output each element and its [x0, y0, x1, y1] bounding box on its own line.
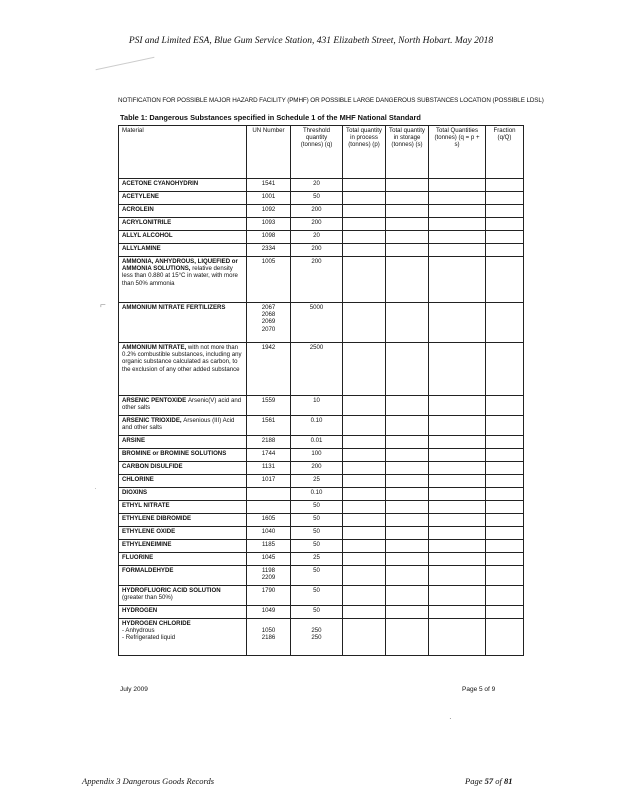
table-row [119, 192, 524, 205]
threshold-cell: 10 [291, 396, 343, 416]
threshold-cell: 50 [291, 514, 343, 527]
table-row [119, 566, 524, 586]
fraction-cell[interactable] [486, 488, 524, 501]
storage-cell[interactable] [386, 257, 429, 303]
col-fraction: Fraction (q/Q) [486, 126, 524, 179]
un-number-cell: 1605 [247, 514, 291, 527]
table-row [119, 527, 524, 540]
fraction-cell[interactable] [486, 501, 524, 514]
material-cell [119, 244, 247, 257]
un-number-cell: 2334 [247, 244, 291, 257]
storage-cell[interactable] [386, 303, 429, 343]
material-description: (greater than 50%) [122, 594, 173, 602]
material-description: relative density less than 0.880 at 15°C in water, with more than 50% ammonia [122, 265, 238, 287]
fraction-cell[interactable] [486, 436, 524, 449]
table-row [119, 462, 524, 475]
storage-cell[interactable] [386, 527, 429, 540]
material-cell [119, 514, 247, 527]
fraction-cell[interactable] [486, 343, 524, 396]
total-quantity-cell[interactable] [429, 231, 486, 244]
un-number-cell: 1541 [247, 179, 291, 192]
process-cell[interactable] [343, 231, 386, 244]
threshold-cell: 200 [291, 462, 343, 475]
threshold-cell: 20 [291, 179, 343, 192]
un-number-cell: 1093 [247, 218, 291, 231]
total-quantity-cell[interactable] [429, 449, 486, 462]
total-quantity-cell[interactable] [429, 586, 486, 606]
material-cell [119, 179, 247, 192]
material-name: ACROLEIN [122, 206, 154, 213]
total-quantity-cell[interactable] [429, 205, 486, 218]
material-cell [119, 218, 247, 231]
un-number-cell: 1744 [247, 449, 291, 462]
table-row [119, 257, 524, 303]
material-name: ACETONE CYANOHYDRIN [122, 180, 199, 187]
storage-cell[interactable] [386, 514, 429, 527]
un-number-cell: 1790 [247, 586, 291, 606]
material-name: DIOXINS [122, 489, 148, 496]
threshold-cell: 2500 [291, 343, 343, 396]
material-cell [119, 488, 247, 501]
threshold-cell: 200 [291, 218, 343, 231]
total-quantity-cell[interactable] [429, 606, 486, 619]
total-quantity-cell[interactable] [429, 396, 486, 416]
un-number-cell: 2067 2068 2069 2070 [247, 303, 291, 343]
material-name: HYDROFLUORIC ACID SOLUTION [122, 587, 221, 594]
threshold-cell: 50 [291, 586, 343, 606]
storage-cell[interactable] [386, 231, 429, 244]
fraction-cell[interactable] [486, 244, 524, 257]
material-cell [119, 205, 247, 218]
un-number-cell: 2188 [247, 436, 291, 449]
material-name: CHLORINE [122, 476, 154, 483]
total-quantity-cell[interactable] [429, 619, 486, 656]
page-of: of [493, 776, 504, 786]
un-number-cell: 1050 2186 [247, 619, 291, 656]
scan-dot: · [449, 714, 452, 723]
storage-cell[interactable] [386, 436, 429, 449]
storage-cell[interactable] [386, 192, 429, 205]
process-cell[interactable] [343, 257, 386, 303]
un-number-cell [247, 488, 291, 501]
fraction-cell[interactable] [486, 205, 524, 218]
table-row [119, 343, 524, 396]
material-cell [119, 231, 247, 244]
un-number-cell [247, 501, 291, 514]
total-quantity-cell[interactable] [429, 553, 486, 566]
threshold-cell: 50 [291, 192, 343, 205]
threshold-cell: 250 250 [291, 619, 343, 656]
material-name: AMMONIA, ANHYDROUS, LIQUEFIED or AMMONIA SOLUTIONS, [122, 258, 238, 273]
material-cell [119, 462, 247, 475]
process-cell[interactable] [343, 527, 386, 540]
storage-cell[interactable] [386, 179, 429, 192]
page-header: PSI and Limited ESA, Blue Gum Service Station, 431 Elizabeth Street, North Hobart. May 2018 [128, 36, 494, 46]
process-cell[interactable] [343, 462, 386, 475]
material-name: HYDROGEN [122, 607, 158, 614]
footer-page: Page 5 of 9 [462, 686, 496, 693]
material-cell [119, 475, 247, 488]
storage-cell[interactable] [386, 566, 429, 586]
table-row [119, 231, 524, 244]
threshold-cell: 200 [291, 257, 343, 303]
appendix-label: Appendix 3 Dangerous Goods Records [82, 776, 215, 786]
material-name: AMMONIUM NITRATE, [122, 344, 187, 351]
fraction-cell[interactable] [486, 192, 524, 205]
material-cell [119, 257, 247, 303]
threshold-cell: 20 [291, 231, 343, 244]
threshold-cell: 5000 [291, 303, 343, 343]
table-row [119, 619, 524, 656]
storage-cell[interactable] [386, 553, 429, 566]
material-cell [119, 501, 247, 514]
material-name: ARSENIC TRIOXIDE, [122, 417, 182, 424]
process-cell[interactable] [343, 303, 386, 343]
fraction-cell[interactable] [486, 553, 524, 566]
col-process: Total quantity in process (tonnes) (p) [343, 126, 386, 179]
threshold-cell: 50 [291, 527, 343, 540]
material-name: AMMONIUM NITRATE FERTILIZERS [122, 304, 226, 311]
un-number-cell: 1185 [247, 540, 291, 553]
fraction-cell[interactable] [486, 218, 524, 231]
table-row [119, 488, 524, 501]
process-cell[interactable] [343, 205, 386, 218]
threshold-cell: 100 [291, 449, 343, 462]
material-cell [119, 192, 247, 205]
storage-cell[interactable] [386, 540, 429, 553]
notification-heading: NOTIFICATION FOR POSSIBLE MAJOR HAZARD FACILITY (PMHF) OR POSSIBLE LARGE DANGEROUS SUBSTANCES LOCATION (POSSIBLE LDSL) [118, 97, 544, 104]
material-name: ALLYLAMINE [122, 245, 161, 252]
material-name: ACETYLENE [122, 193, 159, 200]
material-cell [119, 527, 247, 540]
fraction-cell[interactable] [486, 540, 524, 553]
total-quantity-cell[interactable] [429, 462, 486, 475]
total-quantity-cell[interactable] [429, 527, 486, 540]
storage-cell[interactable] [386, 449, 429, 462]
table-title: Table 1: Dangerous Substances specified in Schedule 1 of the MHF National Standard [120, 113, 421, 122]
un-number-cell: 1092 [247, 205, 291, 218]
storage-cell[interactable] [386, 501, 429, 514]
material-cell [119, 396, 247, 416]
storage-cell[interactable] [386, 416, 429, 436]
material-name: CARBON DISULFIDE [122, 463, 183, 470]
material-cell [119, 566, 247, 586]
fraction-cell[interactable] [486, 416, 524, 436]
total-quantity-cell[interactable] [429, 303, 486, 343]
total-quantity-cell[interactable] [429, 192, 486, 205]
table-row [119, 179, 524, 192]
fraction-cell[interactable] [486, 586, 524, 606]
process-cell[interactable] [343, 436, 386, 449]
fraction-cell[interactable] [486, 179, 524, 192]
col-storage: Total quantity in storage (tonnes) (s) [386, 126, 429, 179]
material-name: ETHYL NITRATE [122, 502, 170, 509]
process-cell[interactable] [343, 244, 386, 257]
footer-date: July 2009 [120, 686, 148, 693]
material-cell [119, 416, 247, 436]
total-quantity-cell[interactable] [429, 218, 486, 231]
material-description: Arsenic(V) acid and other salts [122, 397, 242, 412]
threshold-cell: 50 [291, 606, 343, 619]
fraction-cell[interactable] [486, 475, 524, 488]
fraction-cell[interactable] [486, 606, 524, 619]
material-cell [119, 449, 247, 462]
material-description: - Anhydrous - Refrigerated liquid [122, 627, 176, 642]
process-cell[interactable] [343, 179, 386, 192]
table-row [119, 501, 524, 514]
material-name: BROMINE or BROMINE SOLUTIONS [122, 450, 227, 457]
table-row [119, 514, 524, 527]
process-cell[interactable] [343, 606, 386, 619]
material-name: ARSINE [122, 437, 146, 444]
un-number-cell: 1561 [247, 416, 291, 436]
process-cell[interactable] [343, 488, 386, 501]
total-quantity-cell[interactable] [429, 475, 486, 488]
threshold-cell: 50 [291, 566, 343, 586]
table-row [119, 606, 524, 619]
threshold-cell: 200 [291, 244, 343, 257]
page-total: 81 [503, 776, 513, 786]
storage-cell[interactable] [386, 586, 429, 606]
total-quantity-cell[interactable] [429, 343, 486, 396]
table-row [119, 586, 524, 606]
storage-cell[interactable] [386, 343, 429, 396]
un-number-cell: 1001 [247, 192, 291, 205]
process-cell[interactable] [343, 218, 386, 231]
fraction-cell[interactable] [486, 303, 524, 343]
scan-smudge: · [94, 483, 97, 493]
table-row [119, 553, 524, 566]
total-quantity-cell[interactable] [429, 540, 486, 553]
total-quantity-cell[interactable] [429, 179, 486, 192]
process-cell[interactable] [343, 566, 386, 586]
table-row [119, 436, 524, 449]
threshold-cell: 50 [291, 501, 343, 514]
storage-cell[interactable] [386, 462, 429, 475]
total-quantity-cell[interactable] [429, 488, 486, 501]
material-cell [119, 436, 247, 449]
scan-artifact [96, 57, 155, 70]
handwritten-mark: ⌐ [100, 300, 106, 311]
material-name: HYDROGEN CHLORIDE [122, 620, 191, 627]
threshold-cell: 0.10 [291, 488, 343, 501]
fraction-cell[interactable] [486, 396, 524, 416]
storage-cell[interactable] [386, 244, 429, 257]
fraction-cell[interactable] [486, 449, 524, 462]
total-quantity-cell[interactable] [429, 501, 486, 514]
un-number-cell: 1098 [247, 231, 291, 244]
material-cell [119, 540, 247, 553]
material-name: FORMALDEHYDE [122, 567, 174, 574]
table-row [119, 218, 524, 231]
process-cell[interactable] [343, 553, 386, 566]
threshold-cell: 50 [291, 540, 343, 553]
un-number-cell: 1040 [247, 527, 291, 540]
un-number-cell: 1198 2209 [247, 566, 291, 586]
total-quantity-cell[interactable] [429, 416, 486, 436]
table-row [119, 396, 524, 416]
process-cell[interactable] [343, 514, 386, 527]
storage-cell[interactable] [386, 475, 429, 488]
total-quantity-cell[interactable] [429, 257, 486, 303]
table-row [119, 244, 524, 257]
fraction-cell[interactable] [486, 527, 524, 540]
col-total-quantities: Total Quantities (tonnes) (q = p + s) [429, 126, 486, 179]
process-cell[interactable] [343, 586, 386, 606]
fraction-cell[interactable] [486, 566, 524, 586]
material-cell [119, 553, 247, 566]
threshold-cell: 25 [291, 553, 343, 566]
page-current: 57 [484, 776, 494, 786]
total-quantity-cell[interactable] [429, 436, 486, 449]
un-number-cell: 1005 [247, 257, 291, 303]
process-cell[interactable] [343, 619, 386, 656]
storage-cell[interactable] [386, 488, 429, 501]
process-cell[interactable] [343, 396, 386, 416]
material-cell [119, 586, 247, 606]
threshold-cell: 0.10 [291, 416, 343, 436]
page-prefix: Page [465, 776, 485, 786]
total-quantity-cell[interactable] [429, 514, 486, 527]
material-cell [119, 343, 247, 396]
material-name: ETHYLENE DIBROMIDE [122, 515, 192, 522]
material-cell [119, 606, 247, 619]
material-description: with not more than 0.2% combustible substances, including any organic substance calculated as carbon, to the exclusion of any other added substance [122, 344, 242, 373]
table-row [119, 303, 524, 343]
material-name: ACRYLONITRILE [122, 219, 172, 226]
fraction-cell[interactable] [486, 619, 524, 656]
table-row [119, 540, 524, 553]
fraction-cell[interactable] [486, 257, 524, 303]
process-cell[interactable] [343, 475, 386, 488]
total-quantity-cell[interactable] [429, 244, 486, 257]
storage-cell[interactable] [386, 205, 429, 218]
material-cell [119, 303, 247, 343]
document-page-number [465, 776, 512, 786]
table-row [119, 449, 524, 462]
table-row [119, 475, 524, 488]
total-quantity-cell[interactable] [429, 566, 486, 586]
storage-cell[interactable] [386, 606, 429, 619]
material-name: ETHYLENE OXIDE [122, 528, 176, 535]
un-number-cell: 1559 [247, 396, 291, 416]
un-number-cell: 1131 [247, 462, 291, 475]
process-cell[interactable] [343, 540, 386, 553]
storage-cell[interactable] [386, 619, 429, 656]
un-number-cell: 1049 [247, 606, 291, 619]
storage-cell[interactable] [386, 218, 429, 231]
threshold-cell: 0.01 [291, 436, 343, 449]
process-cell[interactable] [343, 343, 386, 396]
substances-table [118, 125, 524, 656]
threshold-cell: 25 [291, 475, 343, 488]
threshold-cell: 200 [291, 205, 343, 218]
material-name: FLUORINE [122, 554, 154, 561]
material-name: ARSENIC PENTOXIDE [122, 397, 187, 404]
material-name: ALLYL ALCOHOL [122, 232, 173, 239]
fraction-cell[interactable] [486, 462, 524, 475]
material-description: Arsenious (III) Acid and other salts [122, 417, 235, 432]
un-number-cell: 1045 [247, 553, 291, 566]
material-cell [119, 619, 247, 656]
col-material: Material [119, 126, 247, 179]
un-number-cell: 1017 [247, 475, 291, 488]
process-cell[interactable] [343, 449, 386, 462]
fraction-cell[interactable] [486, 514, 524, 527]
table-row [119, 205, 524, 218]
process-cell[interactable] [343, 416, 386, 436]
un-number-cell: 1942 [247, 343, 291, 396]
fraction-cell[interactable] [486, 231, 524, 244]
process-cell[interactable] [343, 192, 386, 205]
storage-cell[interactable] [386, 396, 429, 416]
process-cell[interactable] [343, 501, 386, 514]
table-row [119, 416, 524, 436]
material-name: ETHYLENEIMINE [122, 541, 172, 548]
col-threshold: Threshold quantity (tonnes) (q) [291, 126, 343, 179]
col-un-number: UN Number [247, 126, 291, 179]
